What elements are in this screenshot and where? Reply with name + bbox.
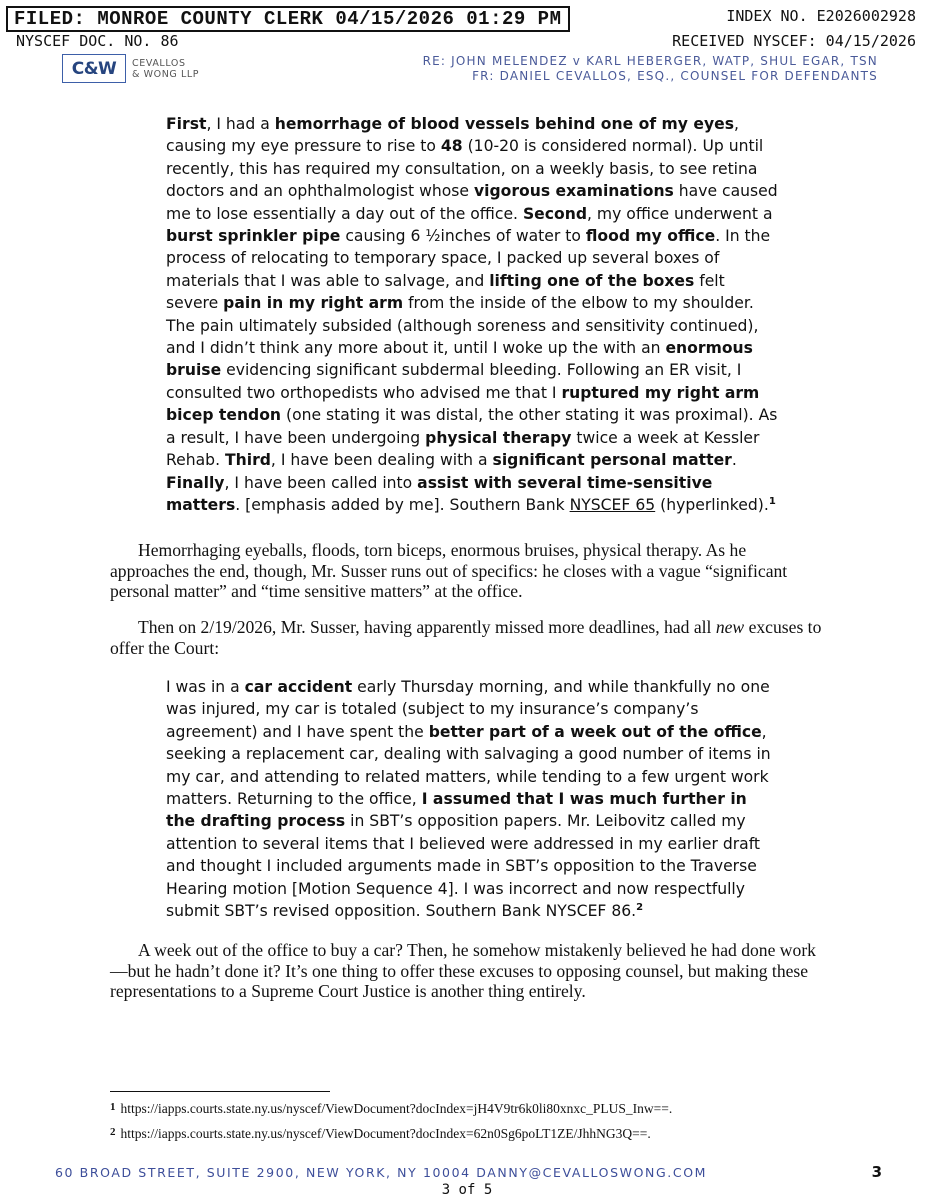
quote-text: , my office underwent a [586,204,773,223]
paragraph-text: excuses to offer the Court: [110,617,822,658]
paragraph-text: Hemorrhaging eyeballs, floods, torn biceps, enormous bruises, physical therapy. As he approaches the end, though, Mr. Susser runs out of specifics: he closes with a vague “significant personal matter” and “time sensitive matters” at the office. [110,540,788,601]
emphasis: pain in my right arm [223,294,404,313]
emphasis: better part of a week out of the office [428,722,762,741]
logo-name-line2: & WONG LLP [132,68,200,80]
quote-text: from the inside of the elbow to my shoulder. The pain ultimately subsided (although soreness and sensitivity continued), and I didn’t think any more about it, until I woke up the with an [166,294,759,358]
quote-text: (hyperlinked). [655,495,769,514]
emphasis: car accident [244,678,353,696]
nyscef-65-link[interactable]: NYSCEF 65 [569,495,656,514]
quote-text: , I have been called into [224,473,418,492]
emphasis: burst sprinkler pipe [166,227,341,246]
block-quote-1 [166,113,778,516]
fr-line: FR: DANIEL CEVALLOS, ESQ., COUNSEL FOR DEFENDANTS [472,69,878,83]
quote-text: in SBT’s opposition papers. Mr. Leibovitz called my attention to several items that I believed were addressed in my earlier draft and thought I included arguments made in SBT’s opposition to the Traverse Hearing motion [Motion Sequence 4]. I was incorrect and now respectfully submit SBT’s revised opposition. Southern Bank NYSCEF 86. [166,812,761,921]
body-paragraph-2 [110,617,826,658]
quote-text: . In the process of relocating to temporary space, I packed up several boxes of materials that I was able to salvage, and [166,227,771,290]
emphasis: First [166,115,207,133]
emphasis: Third [224,451,271,470]
emphasis: assist with several time-sensitive matters [166,473,713,514]
quote-text: I was in a [166,678,245,696]
quote-text: early Thursday morning, and while thankfully no one was injured, my car is totaled (subject to my insurance’s company’s agreement) and I have spent the [166,678,770,741]
re-line: RE: JOHN MELENDEZ v KARL HEBERGER, WATP, SHUL EGAR, TSN [422,54,878,68]
emphasis: Second [522,204,587,223]
logo-mark-text: C&W [71,58,117,79]
logo-mark [62,54,126,83]
italic-emphasis: new [715,617,745,637]
footnote-number: 2 [110,1126,116,1138]
emphasis: Finally [166,473,225,492]
quote-text: . [731,451,737,470]
quote-text: evidencing significant subdermal bleeding. Following an ER visit, I consulted two orthopedists who advised me that I [166,361,742,402]
quote-text: , I have been dealing with a [270,451,493,470]
block-quote-2 [166,676,778,922]
footnote-number: 1 [110,1101,116,1113]
quote-text: twice a week at Kessler Rehab. [166,428,760,470]
quote-text: , I had a [206,115,275,133]
footnote-ref-2: 2 [636,901,644,913]
paragraph-text: A week out of the office to buy a car? Then, he somehow mistakenly believed he had done work—but he hadn’t done it? It’s one thing to offer these excuses to opposing counsel, but making these representations to a Supreme Court Justice is another thing entirely. [110,940,816,1001]
quote-text: felt severe [166,271,725,313]
received-date: RECEIVED NYSCEF: 04/15/2026 [672,32,916,50]
footnote-2 [110,1126,651,1142]
quote-text: (10-20 is considered normal). Up until recently, this has required my consultation, on a weekly basis, to see retina doctors and an ophthalmologist whose [166,137,764,201]
quote-text: , causing my eye pressure to rise to [166,115,739,156]
paragraph-text: Then on 2/19/2026, Mr. Susser, having apparently missed more deadlines, had all [138,617,716,637]
quote-text: causing 6 ½inches of water to [340,227,586,246]
footnote-ref-1: 1 [768,495,776,507]
nyscef-doc-number: NYSCEF DOC. NO. 86 [16,32,179,50]
logo-firm-name [132,58,199,80]
quote-text: have caused me to lose essentially a day out of the office. [166,182,778,223]
footnote-1 [110,1101,672,1117]
page-number: 3 [871,1163,882,1181]
emphasis: flood my office [585,227,716,246]
emphasis: vigorous examinations [473,182,674,201]
emphasis: enormous bruise [166,339,753,380]
page-of-total: 3 of 5 [441,1182,493,1198]
quote-text: . [emphasis added by me]. Southern Bank [235,495,570,514]
emphasis: significant personal matter [492,451,732,470]
index-number: INDEX NO. E2026002928 [726,7,916,25]
footnote-link[interactable]: https://iapps.courts.state.ny.us/nyscef/ViewDocument?docIndex=jH4V9tr6k0li80xnxc_PLUS_Inw==. [120,1101,673,1116]
firm-logo [62,54,199,83]
body-paragraph-1 [110,540,826,602]
emphasis: I assumed that I was much further in the drafting process [166,790,747,831]
logo-name-line1: CEVALLOS [132,57,186,69]
emphasis: 48 [440,137,463,156]
footnote-divider [110,1091,330,1092]
emphasis: lifting one of the boxes [489,271,695,290]
footer-address: 60 BROAD STREET, SUITE 2900, NEW YORK, NY 10004 DANNY@CEVALLOSWONG.COM [55,1165,708,1180]
body-paragraph-3 [110,940,826,1002]
emphasis: physical therapy [425,428,572,447]
emphasis: ruptured my right arm bicep tendon [166,383,760,425]
quote-text: (one stating it was distal, the other stating it was proximal). As a result, I have been undergoing [166,406,778,447]
quote-text: , seeking a replacement car, dealing with salvaging a good number of items in my car, and attending to related matters, while tending to a few urgent work matters. Returning to the office, [166,722,771,809]
emphasis: hemorrhage of blood vessels behind one of my eyes [274,115,734,133]
footnote-link[interactable]: https://iapps.courts.state.ny.us/nyscef/ViewDocument?docIndex=62n0Sg6poLT1ZE/JhhNG3Q==. [120,1126,651,1141]
filed-stamp: FILED: MONROE COUNTY CLERK 04/15/2026 01:29 PM [6,6,570,32]
